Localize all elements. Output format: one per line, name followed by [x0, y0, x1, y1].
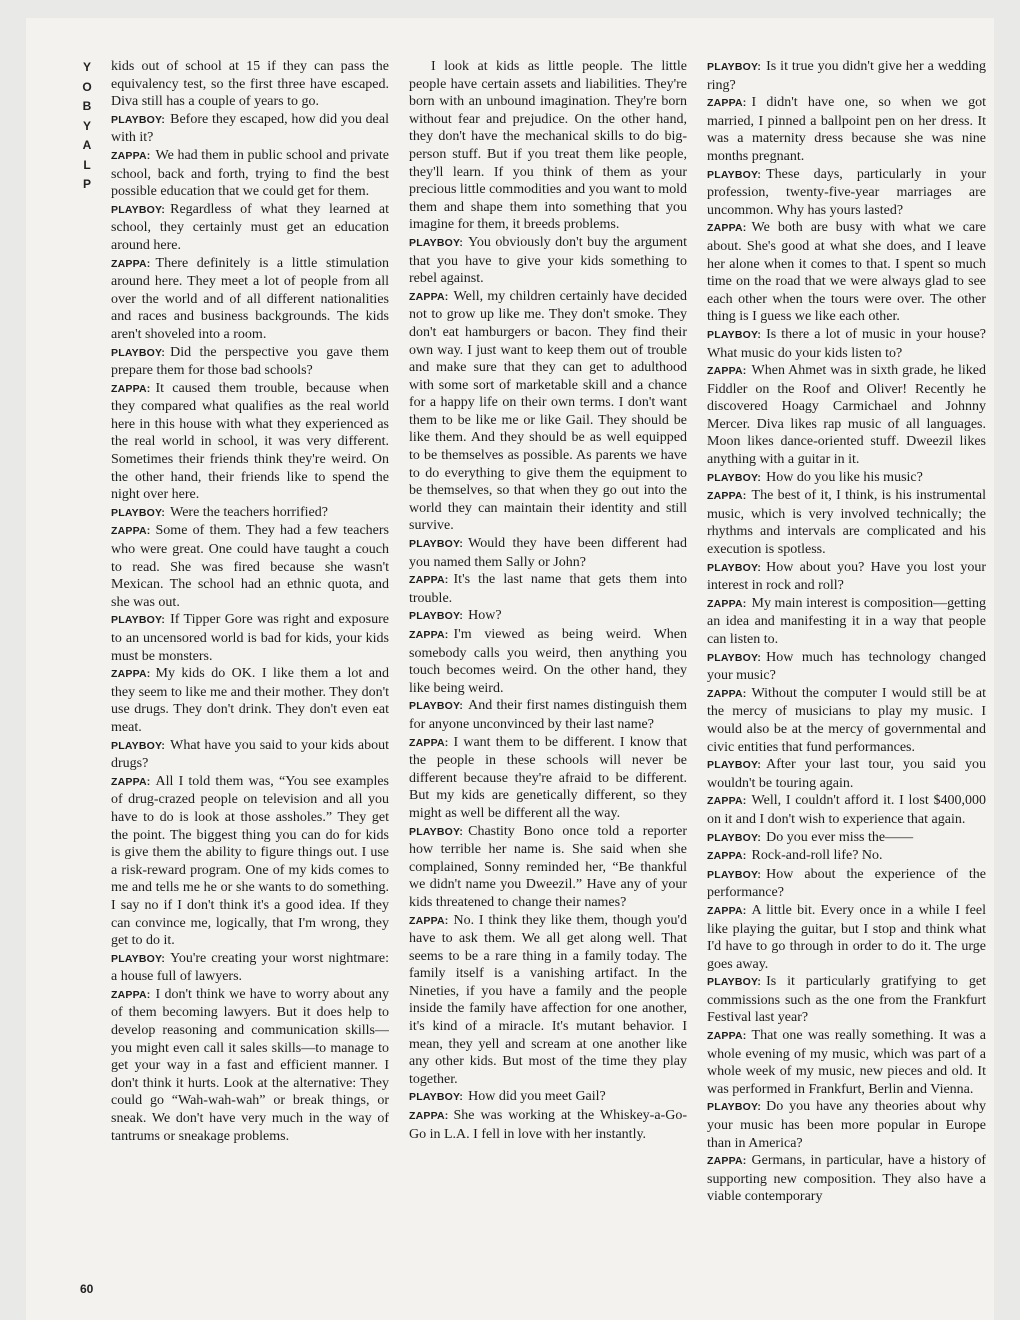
page-number: 60 [80, 1282, 94, 1296]
interview-paragraph [707, 756, 986, 792]
running-head [80, 58, 94, 195]
paragraph-text: Is it particularly gratifying to get commissions such as the one from the Frankfurt Festival last year? [707, 974, 986, 1026]
interview-paragraph [111, 522, 389, 611]
speaker-label: ZAPPA: [111, 382, 151, 395]
speaker-label: PLAYBOY: [409, 825, 464, 838]
speaker-label: PLAYBOY: [409, 538, 464, 551]
interview-paragraph [707, 166, 986, 220]
interview-paragraph [111, 773, 389, 950]
speaker-label: PLAYBOY: [707, 976, 762, 989]
paragraph-text: Were the teachers horrified? [170, 504, 328, 520]
paragraph-text: There definitely is a little stimulation around here. They meet a lot of people from all over the world and of all different nationalities and races and business backgrounds. The kids aren't shoveled into a room. [111, 255, 389, 342]
paragraph-text: When Ahmet was in sixth grade, he liked Fiddler on the Roof and Oliver! Recently he discovered Hoagy Carmichael and Johnny Mercer. Diva likes rap music of all languages. Moon likes dance-oriented stuff. Dweezil likes anything with a guitar in it. [707, 363, 986, 468]
paragraph-text: Some of them. They had a few teachers who were great. One could have taught a couch to read. She was fired because she wasn't Mexican. The school had an ethnic quota, and she was out. [111, 523, 389, 610]
paragraph-text: Did the perspective you gave them prepare them for those bad schools? [111, 344, 389, 379]
speaker-label: ZAPPA: [409, 629, 449, 641]
running-head-letter: Y [82, 118, 91, 133]
speaker-label: PLAYBOY: [707, 328, 762, 341]
speaker-label: PLAYBOY: [707, 651, 762, 664]
interview-paragraph [111, 58, 389, 111]
speaker-label: ZAPPA: [707, 687, 747, 700]
paragraph-text: Would they have been different had you named them Sally or John? [409, 536, 687, 570]
interview-paragraph [409, 626, 687, 697]
interview-paragraph [707, 649, 986, 685]
speaker-label: PLAYBOY: [111, 113, 166, 126]
paragraph-text: Rock-and-roll life? No. [751, 848, 883, 864]
text-column-3 [707, 58, 986, 1308]
interview-paragraph [707, 829, 986, 848]
paragraph-text: Regardless of what they learned at school, they certainly must get an education around here. [111, 201, 389, 253]
interview-paragraph [707, 326, 986, 362]
speaker-label: ZAPPA: [707, 490, 747, 503]
interview-paragraph [409, 823, 687, 912]
speaker-label: PLAYBOY: [111, 952, 166, 965]
speaker-label: ZAPPA: [707, 1030, 747, 1043]
paragraph-text: She was working at the Whiskey-a-Go-Go in L.A. I fell in love with her instantly. [409, 1108, 687, 1142]
speaker-label: ZAPPA: [409, 736, 449, 749]
interview-paragraph [111, 665, 389, 736]
interview-paragraph [111, 737, 389, 773]
paragraph-text: It's the last name that gets them into trouble. [409, 572, 687, 606]
interview-paragraph [707, 973, 986, 1027]
paragraph-text: How much has technology changed your music? [707, 649, 986, 684]
speaker-label: ZAPPA: [707, 222, 747, 235]
speaker-label: PLAYBOY: [111, 739, 166, 752]
interview-paragraph [707, 866, 986, 902]
speaker-label: PLAYBOY: [111, 346, 166, 359]
text-column-2 [409, 58, 687, 1308]
paragraph-text: It caused them trouble, because when they compared what qualifies as the real world here in this house with what they experienced as the real world in school, it was very different. Sometimes their friends think they're weird. On the other hand, their friends like to spend the night over here. [111, 380, 389, 503]
speaker-label: ZAPPA: [111, 668, 151, 681]
paragraph-text: These days, particularly in your profession, twenty-five-year marriages are uncommon. Why has yours lasted? [707, 166, 986, 218]
paragraph-text: Well, I couldn't afford it. I lost $400,000 on it and I don't wish to experience that again. [707, 793, 986, 827]
interview-paragraph [707, 219, 986, 326]
interview-paragraph [111, 380, 389, 504]
interview-paragraph [409, 912, 687, 1089]
paragraph-text: How did you meet Gail? [468, 1089, 606, 1105]
interview-paragraph [707, 1027, 986, 1098]
interview-paragraph [111, 111, 389, 147]
paragraph-text: What have you said to your kids about drugs? [111, 737, 389, 772]
speaker-label: PLAYBOY: [409, 236, 464, 249]
paragraph-text: A little bit. Every once in a while I feel like playing the guitar, but I stop and think what I'd have to go through in order to do it. The urge goes away. [707, 902, 986, 972]
paragraph-text: How? [468, 608, 502, 624]
interview-paragraph [111, 611, 389, 665]
running-head-letter: B [82, 99, 92, 113]
speaker-label: ZAPPA: [409, 1110, 449, 1123]
paragraph-text: After your last tour, you said you wouldn't be touring again. [707, 757, 986, 791]
speaker-label: PLAYBOY: [707, 471, 762, 484]
paragraph-text: I'm viewed as being weird. When somebody calls you weird, then anything you touch becomes weird. On the other hand, they like being weird. [409, 627, 687, 696]
interview-paragraph [707, 1152, 986, 1206]
speaker-label: ZAPPA: [111, 988, 151, 1001]
running-head-letter: L [83, 157, 91, 172]
speaker-label: PLAYBOY: [409, 700, 464, 713]
speaker-label: ZAPPA: [707, 1155, 747, 1168]
paragraph-text: And their first names distinguish them for anyone unconvinced by their last name? [409, 698, 687, 732]
interview-paragraph [707, 847, 986, 866]
paragraph-text: The best of it, I think, is his instrumental music, which is very involved technically; the rhythms and intervals are complicated and his execution is spotless. [707, 488, 986, 558]
paragraph-text: Before they escaped, how did you deal with it? [111, 111, 389, 146]
interview-paragraph [409, 58, 687, 234]
interview-paragraph [409, 535, 687, 571]
interview-paragraph [409, 607, 687, 626]
paragraph-text: That one was really something. It was a whole evening of my music, which was part of a whole week of my music, new pieces and old. It was performed in Frankfurt, Berlin and Vienna. [707, 1028, 986, 1097]
speaker-label: ZAPPA: [111, 149, 151, 162]
paragraph-text: My kids do OK. I like them a lot and they seem to like me and their mother. They don't use drugs. They don't drink. They don't even eat meat. [111, 666, 389, 735]
paragraph-text: Is it true you didn't give her a wedding ring? [707, 59, 986, 93]
speaker-label: ZAPPA: [707, 97, 747, 110]
interview-paragraph [707, 487, 986, 558]
text-column-1 [111, 58, 389, 1308]
interview-paragraph [707, 362, 986, 469]
interview-paragraph [409, 697, 687, 733]
magazine-page [26, 18, 994, 1320]
paragraph-text: You're creating your worst nightmare: a house full of lawyers. [111, 950, 389, 985]
paragraph-text: Do you ever miss the—— [766, 829, 914, 845]
speaker-label: PLAYBOY: [707, 831, 762, 844]
speaker-label: ZAPPA: [707, 850, 747, 863]
paragraph-text: Do you have any theories about why your music has been more popular in Europe than in America? [707, 1099, 986, 1151]
speaker-label: ZAPPA: [707, 795, 747, 808]
interview-paragraph [707, 792, 986, 828]
interview-paragraph [409, 571, 687, 607]
paragraph-text: kids out of school at 15 if they can pass the equivalency test, so the first three have escaped. Diva still has a couple of years to go. [111, 59, 389, 110]
interview-paragraph [707, 58, 986, 94]
speaker-label: PLAYBOY: [111, 203, 166, 216]
speaker-label: ZAPPA: [707, 904, 747, 917]
speaker-label: ZAPPA: [409, 290, 449, 303]
interview-paragraph [111, 986, 389, 1145]
paragraph-text: Is there a lot of music in your house? What music do your kids listen to? [707, 326, 986, 361]
speaker-label: ZAPPA: [707, 365, 747, 378]
interview-paragraph [707, 1098, 986, 1152]
interview-paragraph [707, 94, 986, 165]
paragraph-text: How do you like his music? [766, 469, 923, 485]
paragraph-text: Without the computer I would still be at the mercy of musicians to play my music. I would also be at the mercy of governmental and civic entities that fund performances. [707, 685, 986, 755]
speaker-label: PLAYBOY: [707, 61, 762, 73]
running-head-letter: Y [82, 60, 91, 74]
paragraph-text: How about the experience of the performance? [707, 866, 986, 901]
paragraph-text: I don't think we have to worry about any of them becoming lawyers. But it does help to develop reasoning and communication skills—you might even call it sales skills—to manage to get your way in a fast and efficient manner. I don't think it hurts. Look at the alternative: They could go “Wah-wah-wah” or break things, or sneak. We don't have very much in the way of tantrums or sneakage problems. [111, 986, 389, 1144]
interview-paragraph [111, 950, 389, 986]
interview-paragraph [707, 902, 986, 973]
interview-paragraph [111, 147, 389, 201]
interview-paragraph [707, 469, 986, 488]
paragraph-text: Chastity Bono once told a reporter how terrible her name is. She said when she complained, Sonny reminded her, “Be thankful we didn't name you Dweezil.” Have any of your kids threatened to change their names? [409, 823, 687, 910]
interview-paragraph [707, 685, 986, 756]
paragraph-text: All I told them was, “You see examples of drug-crazed people on television and all you have to do is look at those assholes.” They get the point. The biggest thing you can do for kids is give them the ability to figure things out. I use a risk-reward program. One of my kids comes to me and tells me he or she wants to do something. I say no if I don't think it's a good idea. If they can convince me, logically, that I'm wrong, they get to do it. [111, 773, 389, 949]
running-head-letter: A [82, 138, 92, 152]
paragraph-text: Well, my children certainly have decided not to grow up like me. They don't smoke. They don't eat hamburgers or bacon. They find their own way. I just want to keep them out of trouble and make sure that they can get to adulthood with some sort of marketable skill and a chance for a happy life on their own terms. I don't want them to be like me or like Gail. They should be like them. And they should be as well equipped to be themselves as possible. As parents we have to do everything to give them the equipment to be themselves, so that when they go out into the world they can maintain their identity and still survive. [409, 288, 687, 534]
speaker-label: PLAYBOY: [111, 506, 166, 519]
interview-paragraph [111, 344, 389, 380]
speaker-label: ZAPPA: [409, 914, 449, 927]
paragraph-text: You obviously don't buy the argument that you have to give your kids something to rebel against. [409, 234, 687, 287]
speaker-label: PLAYBOY: [409, 610, 464, 623]
speaker-label: ZAPPA: [707, 597, 747, 610]
speaker-label: PLAYBOY: [707, 759, 762, 772]
paragraph-text: No. I think they like them, though you'd have to ask them. We all get along well. That seems to be a rare thing in a family today. The family itself is a vanishing artifact. In the Nineties, if you have a family and the people inside the family have affection for one another, it's kind of a miracle. It's mutant behavior. I mean, they yell and scream at one another like any other kids. But most of the time they play together. [409, 912, 687, 1087]
interview-paragraph [111, 255, 389, 344]
paragraph-text: I look at kids as little people. The little people have certain assets and liabilities. They're born with an unbound imagination. They're born without fear and prejudice. On the other hand, they don't have the mechanical skills to do big-person stuff. But if you treat them like people, they'll learn. If you think of them as your precious little commodities and you want to mold them and shape them into something that you imagine for them, it breeds problems. [409, 59, 687, 233]
speaker-label: ZAPPA: [409, 574, 449, 587]
speaker-label: PLAYBOY: [707, 168, 762, 181]
paragraph-text: Germans, in particular, have a history of supporting new composition. They also have a viable contemporary [707, 1153, 986, 1205]
running-head-letter: P [82, 177, 91, 191]
running-head-letter: O [82, 79, 92, 94]
paragraph-text: How about you? Have you lost your interest in rock and roll? [707, 559, 986, 594]
speaker-label: ZAPPA: [111, 257, 151, 270]
paragraph-text: I want them to be different. I know that the people in these schools will never be different because they're afraid to be different. But my kids are genetically different, so they might as well be different all the way. [409, 734, 687, 821]
interview-paragraph [409, 1107, 687, 1143]
speaker-label: PLAYBOY: [111, 614, 166, 627]
speaker-label: PLAYBOY: [707, 561, 762, 574]
paragraph-text: We both are busy with what we care about. She's good at what she does, and I leave her alone when it comes to that. I spent so much time on the road that we were always glad to see each other when the tours were over. The other thing is I guess we like each other. [707, 220, 986, 325]
interview-paragraph [409, 734, 687, 823]
speaker-label: PLAYBOY: [707, 1101, 762, 1114]
paragraph-text: I didn't have one, so when we got married, I pinned a ballpoint pen on her dress. It was a maternity dress because she was nine months pregnant. [707, 95, 986, 164]
speaker-label: PLAYBOY: [409, 1091, 464, 1104]
interview-paragraph [409, 288, 687, 535]
interview-paragraph [111, 201, 389, 255]
interview-paragraph [707, 559, 986, 595]
interview-paragraph [707, 595, 986, 649]
paragraph-text: If Tipper Gore was right and exposure to an uncensored world is bad for kids, your kids must be monsters. [111, 612, 389, 664]
interview-paragraph [409, 234, 687, 288]
paragraph-text: My main interest is composition—getting an idea and manifesting it in a way that people can listen to. [707, 595, 986, 647]
paragraph-text: We had them in public school and private school, back and forth, trying to find the best possible education that we could get for them. [111, 147, 389, 200]
interview-paragraph [409, 1088, 687, 1107]
interview-paragraph [111, 504, 389, 523]
speaker-label: ZAPPA: [111, 525, 151, 538]
speaker-label: ZAPPA: [111, 775, 151, 788]
speaker-label: PLAYBOY: [707, 868, 762, 881]
